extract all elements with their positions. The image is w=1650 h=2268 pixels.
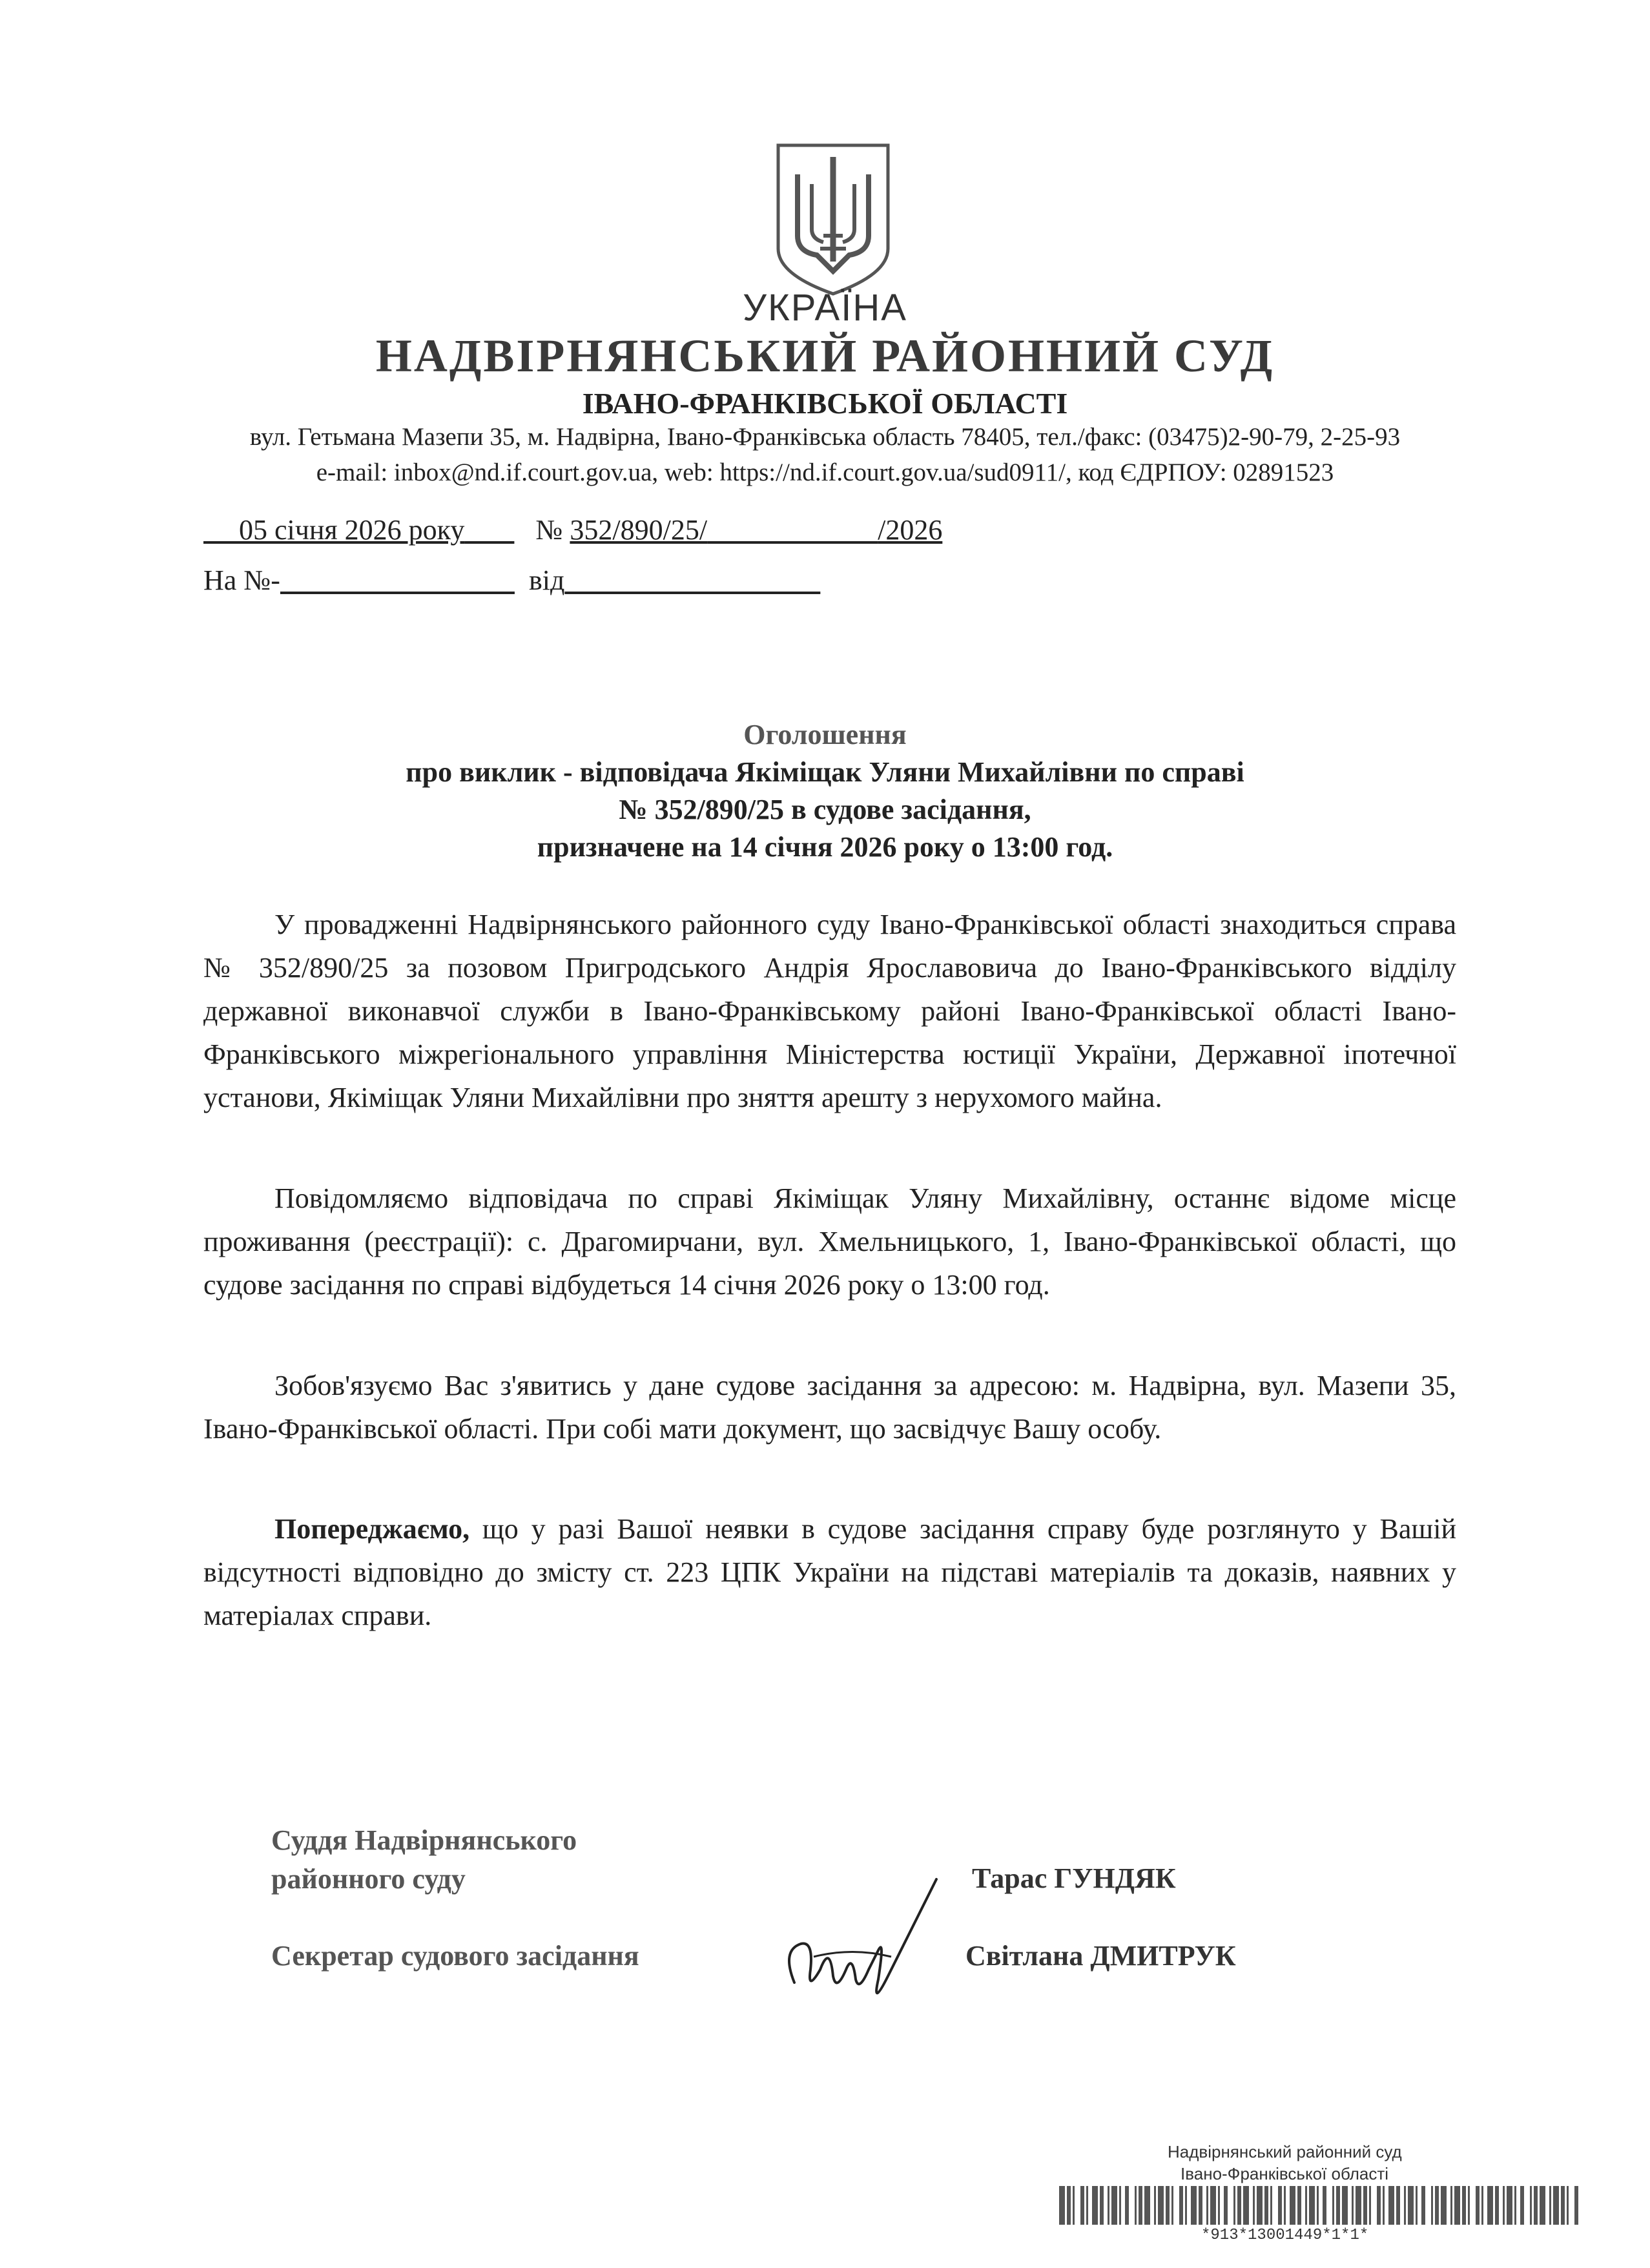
barcode-bar	[1574, 2186, 1578, 2225]
reference-from-label: від	[528, 564, 565, 596]
barcode-bar	[1290, 2186, 1295, 2225]
barcode-bar	[1421, 2186, 1425, 2225]
judge-title-line2: районного суду	[271, 1863, 466, 1895]
warning-text: що у разі Вашої неявки в судове засідання справу буде розглянуто у Вашій відсутності відповідно до змісту ст. 223 ЦПК України на підставі матеріалів та доказів, наявних у матеріалах справи.	[203, 1513, 1456, 1631]
barcode-bar	[1108, 2186, 1109, 2225]
body-paragraph-warning	[203, 1507, 1456, 1637]
court-region: ІВАНО-ФРАНКІВСЬКОЇ ОБЛАСТІ	[582, 387, 1068, 420]
barcode-bar	[1264, 2186, 1268, 2225]
body-paragraph-summons: Зобов'язуємо Вас з'явитись у дане судове засідання за адресою: м. Надвірна, вул. Мазепи 35, Івано-Франківської області. При собі мати документ, що засвідчує Вашу особу.	[203, 1370, 1456, 1445]
barcode-bar	[1356, 2186, 1361, 2225]
barcode-bar	[1317, 2186, 1319, 2225]
barcode-bar	[1171, 2186, 1173, 2225]
barcode-bar	[1135, 2186, 1137, 2225]
barcode-bar	[1487, 2186, 1493, 2225]
barcode-number: *913*13001449*1*1*	[1201, 2227, 1369, 2244]
barcode-bar	[1154, 2186, 1156, 2225]
judge-title-line1: Суддя Надвірнянського	[271, 1824, 577, 1856]
barcode-bar	[1284, 2186, 1286, 2225]
barcode-bar	[1111, 2186, 1117, 2225]
barcode-bar	[1404, 2186, 1406, 2225]
judge-name: Тарас ГУНДЯК	[972, 1862, 1176, 1894]
barcode-bar	[1342, 2186, 1348, 2225]
reference-label: На №-	[203, 564, 280, 596]
court-address: вул. Гетьмана Мазепи 35, м. Надвірна, Івано-Франківська область 78405, тел./факс: (03475)2-90-79, 2-25-93	[249, 423, 1401, 451]
barcode-bar	[1514, 2186, 1516, 2225]
barcode-bar	[1431, 2186, 1433, 2225]
barcode-bar	[1396, 2186, 1400, 2225]
barcode-bar	[1125, 2186, 1129, 2225]
document-date: 05 січня 2026 року	[239, 514, 465, 546]
barcode-bar	[1377, 2186, 1381, 2225]
barcode-bar	[1100, 2186, 1104, 2225]
barcode-bar	[1253, 2186, 1255, 2225]
announcement-subtitle-line1: про виклик - відповідача Якіміщак Уляни Михайлівни по справі	[406, 756, 1244, 788]
barcode-bar	[1520, 2186, 1524, 2225]
barcode-bar	[1305, 2186, 1307, 2225]
barcode-bar	[1185, 2186, 1187, 2225]
barcode-bar	[1553, 2186, 1559, 2225]
barcode-bar	[1086, 2186, 1088, 2225]
barcode-bar	[1363, 2186, 1367, 2225]
barcode-bar	[1092, 2186, 1098, 2225]
coat-of-arms-icon	[772, 139, 894, 297]
barcode-bar	[1224, 2186, 1228, 2225]
barcode-bar	[1476, 2186, 1480, 2225]
barcode-bar	[1369, 2186, 1371, 2225]
barcode-bar	[1435, 2186, 1439, 2225]
barcode-bar	[1507, 2186, 1512, 2225]
body-paragraph-notice: Повідомляємо відповідача по справі Якіміщак Уляну Михайлівну, останнє відоме місце проживання (реєстрації): с. Драгомирчани, вул. Хмельницького, 1, Івано-Франківської області, що судове засідання по справі відбудеться 14 січня 2026 року о 13:00 год.	[203, 1182, 1456, 1301]
barcode-bar	[1503, 2186, 1505, 2225]
barcode-bar	[1416, 2186, 1418, 2225]
barcode-bar	[1567, 2186, 1569, 2225]
barcode-bar	[1383, 2186, 1385, 2225]
document-number-label: №	[535, 514, 563, 546]
stamp-court-name: Надвірнянський районний суд	[1168, 2142, 1402, 2161]
barcode-bar	[1257, 2186, 1263, 2225]
court-contacts: e-mail: inbox@nd.if.court.gov.ua, web: https://nd.if.court.gov.ua/sud0911/, код ЄДРПОУ: 02891523	[316, 459, 1334, 486]
stamp-court-region: Івано-Франківської області	[1181, 2164, 1389, 2183]
barcode-bar	[1206, 2186, 1208, 2225]
barcode-bar	[1441, 2186, 1447, 2225]
barcode-bar	[1408, 2186, 1414, 2225]
barcode-bar	[1278, 2186, 1282, 2225]
barcode-bar	[1468, 2186, 1470, 2225]
body-paragraph-case: У провадженні Надвірнянського районного суду Івано-Франківської області знаходиться справа № 352/890/25 за позовом Пригродського Андрія Ярославовича до Івано-Франківського відділу державної виконавчої служби в Івано-Франківському районі Івано-Франківської області Івано-Франківського міжрегіонального управління Міністерства юстиції України, Державної іпотечної установи, Якіміщак Уляни Михайлівни про зняття арешту з нерухомого майна.	[203, 909, 1456, 1113]
barcode-bar	[1388, 2186, 1394, 2225]
barcode-bar	[1119, 2186, 1121, 2225]
barcode-bar	[1067, 2186, 1071, 2225]
barcode-bar	[1270, 2186, 1272, 2225]
barcode-bar	[1233, 2186, 1235, 2225]
barcode-bar	[1336, 2186, 1340, 2225]
barcode-bar	[1179, 2186, 1183, 2225]
announcement-title: Оголошення	[743, 719, 907, 750]
barcode-bar	[1191, 2186, 1197, 2225]
barcode	[1059, 2186, 1582, 2225]
secretary-title: Секретар судового засідання	[271, 1940, 639, 1972]
barcode-bar	[1540, 2186, 1545, 2225]
announcement-subtitle-line2: № 352/890/25 в судове засідання,	[619, 794, 1031, 825]
barcode-bar	[1080, 2186, 1084, 2225]
barcode-bar	[1218, 2186, 1220, 2225]
barcode-bar	[1059, 2186, 1065, 2225]
warning-lead: Попереджаємо,	[274, 1513, 470, 1545]
barcode-bar	[1199, 2186, 1202, 2225]
court-name: НАДВІРНЯНСЬКИЙ РАЙОННИЙ СУД	[375, 330, 1275, 382]
country-name: УКРАЇНА	[743, 287, 907, 329]
barcode-bar	[1139, 2186, 1142, 2225]
barcode-bar	[1309, 2186, 1315, 2225]
barcode-bar	[1297, 2186, 1301, 2225]
barcode-bar	[1534, 2186, 1538, 2225]
barcode-bar	[1549, 2186, 1551, 2225]
barcode-bar	[1210, 2186, 1216, 2225]
barcode-bar	[1561, 2186, 1565, 2225]
barcode-bar	[1462, 2186, 1466, 2225]
barcode-bar	[1323, 2186, 1326, 2225]
barcode-bar	[1454, 2186, 1460, 2225]
barcode-bar	[1450, 2186, 1452, 2225]
barcode-bar	[1352, 2186, 1354, 2225]
handwritten-signature	[775, 1873, 943, 2015]
barcode-bar	[1332, 2186, 1334, 2225]
barcode-bar	[1243, 2186, 1249, 2225]
barcode-bar	[1495, 2186, 1499, 2225]
barcode-bar	[1481, 2186, 1483, 2225]
reference-line	[203, 564, 820, 597]
document-number: 352/890/25/ /2026	[570, 514, 943, 546]
barcode-bar	[1530, 2186, 1532, 2225]
barcode-bar	[1073, 2186, 1075, 2225]
announcement-subtitle-line3: призначене на 14 січня 2026 року о 13:00 год.	[537, 831, 1113, 863]
barcode-bar	[1237, 2186, 1241, 2225]
barcode-bar	[1166, 2186, 1170, 2225]
secretary-name: Світлана ДМИТРУК	[965, 1940, 1236, 1972]
document-date-line	[203, 513, 942, 546]
barcode-bar	[1158, 2186, 1164, 2225]
barcode-bar	[1144, 2186, 1150, 2225]
